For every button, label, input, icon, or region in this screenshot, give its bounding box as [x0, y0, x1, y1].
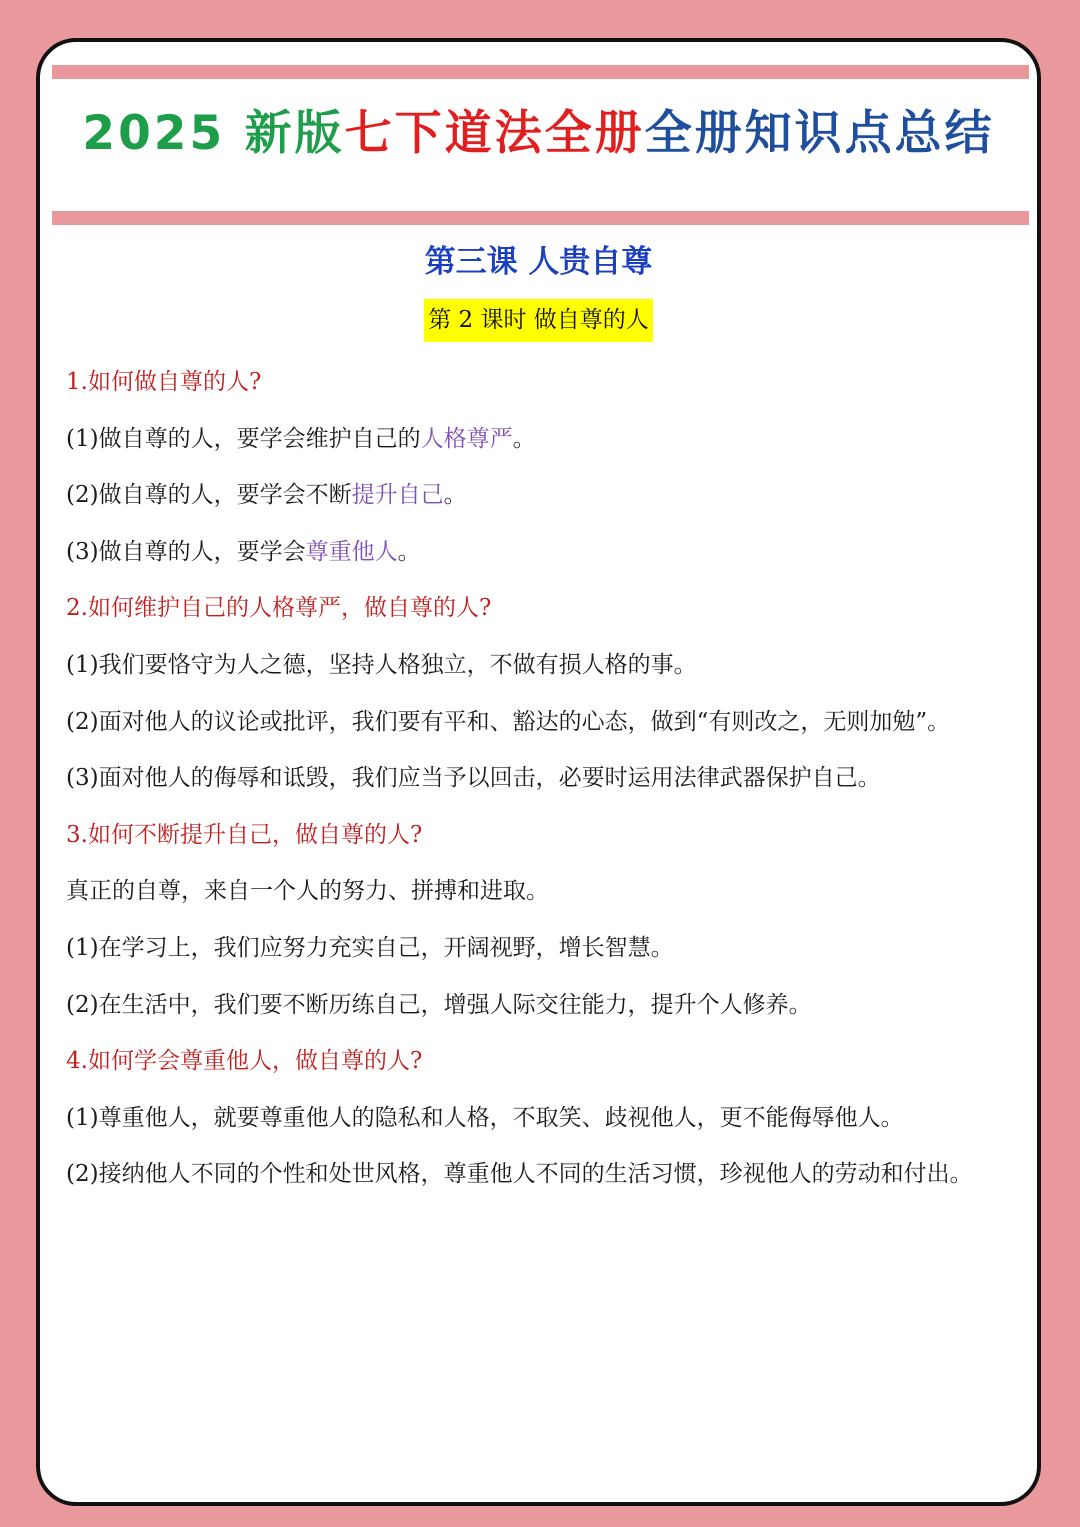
question-3: 3.如何不断提升自己，做自尊的人?: [66, 821, 423, 848]
answer-1-3: [66, 524, 1016, 581]
answer-1-2: [66, 467, 1016, 524]
question-1: 1.如何做自尊的人?: [66, 369, 262, 395]
answer-1-3-text: (3)做自尊的人，要学会: [66, 538, 306, 565]
answer-2-2: (2)面对他人的议论或批评，我们要有平和、豁达的心态，做到“有则改之，无则加勉”。: [66, 708, 951, 735]
answer-2-1: (1)我们要恪守为人之德，坚持人格独立，不做有损人格的事。: [66, 651, 697, 678]
document-card: [36, 38, 1041, 1506]
answer-1-1: [66, 411, 1016, 468]
answer-1-2-text: (2)做自尊的人，要学会不断: [66, 482, 352, 509]
answer-4-2: (2)接纳他人不同的个性和处世风格，尊重他人不同的生活习惯，珍视他人的劳动和付出。: [66, 1161, 973, 1188]
answer-1-3-end: 。: [397, 538, 421, 565]
content: [66, 354, 1016, 1203]
bottom-stripe: [52, 211, 1029, 225]
main-title-summary: 全册知识点总结: [644, 106, 995, 161]
answer-2-3: (3)面对他人的侮辱和诋毁，我们应当予以回击，必要时运用法律武器保护自己。: [66, 765, 881, 792]
answer-1-3-keyword: 尊重他人: [305, 538, 398, 565]
answer-1-1-end: 。: [512, 425, 536, 452]
answer-4-1: (1)尊重他人，就要尊重他人的隐私和人格，不取笑、歧视他人，更不能侮辱他人。: [66, 1104, 904, 1131]
main-title: [40, 106, 1037, 161]
answer-1-1-text: (1)做自尊的人，要学会维护自己的: [66, 425, 421, 452]
top-stripe: [52, 65, 1029, 79]
answer-3-2: (2)在生活中，我们要不断历练自己，增强人际交往能力，提升个人修养。: [66, 991, 812, 1018]
sub-title: 第 2 课时 做自尊的人: [424, 299, 653, 342]
lesson-title: 第三课 人贵自尊: [424, 244, 653, 280]
question-4: 4.如何学会尊重他人，做自尊的人?: [66, 1048, 423, 1075]
main-title-subject: 七下道法全册: [344, 106, 645, 161]
answer-1-2-keyword: 提升自己: [351, 482, 444, 509]
answer-1-1-keyword: 人格尊严: [420, 425, 513, 452]
main-title-year: 2025 新版: [82, 106, 345, 161]
answer-3-1: (1)在学习上，我们应努力充实自己，开阔视野，增长智慧。: [66, 934, 674, 961]
answer-1-2-end: 。: [443, 482, 467, 509]
answer-3-intro: 真正的自尊，来自一个人的努力、拼搏和进取。: [66, 878, 549, 905]
sub-title-wrap: [40, 299, 1037, 342]
question-2: 2.如何维护自己的人格尊严，做自尊的人?: [66, 595, 492, 622]
